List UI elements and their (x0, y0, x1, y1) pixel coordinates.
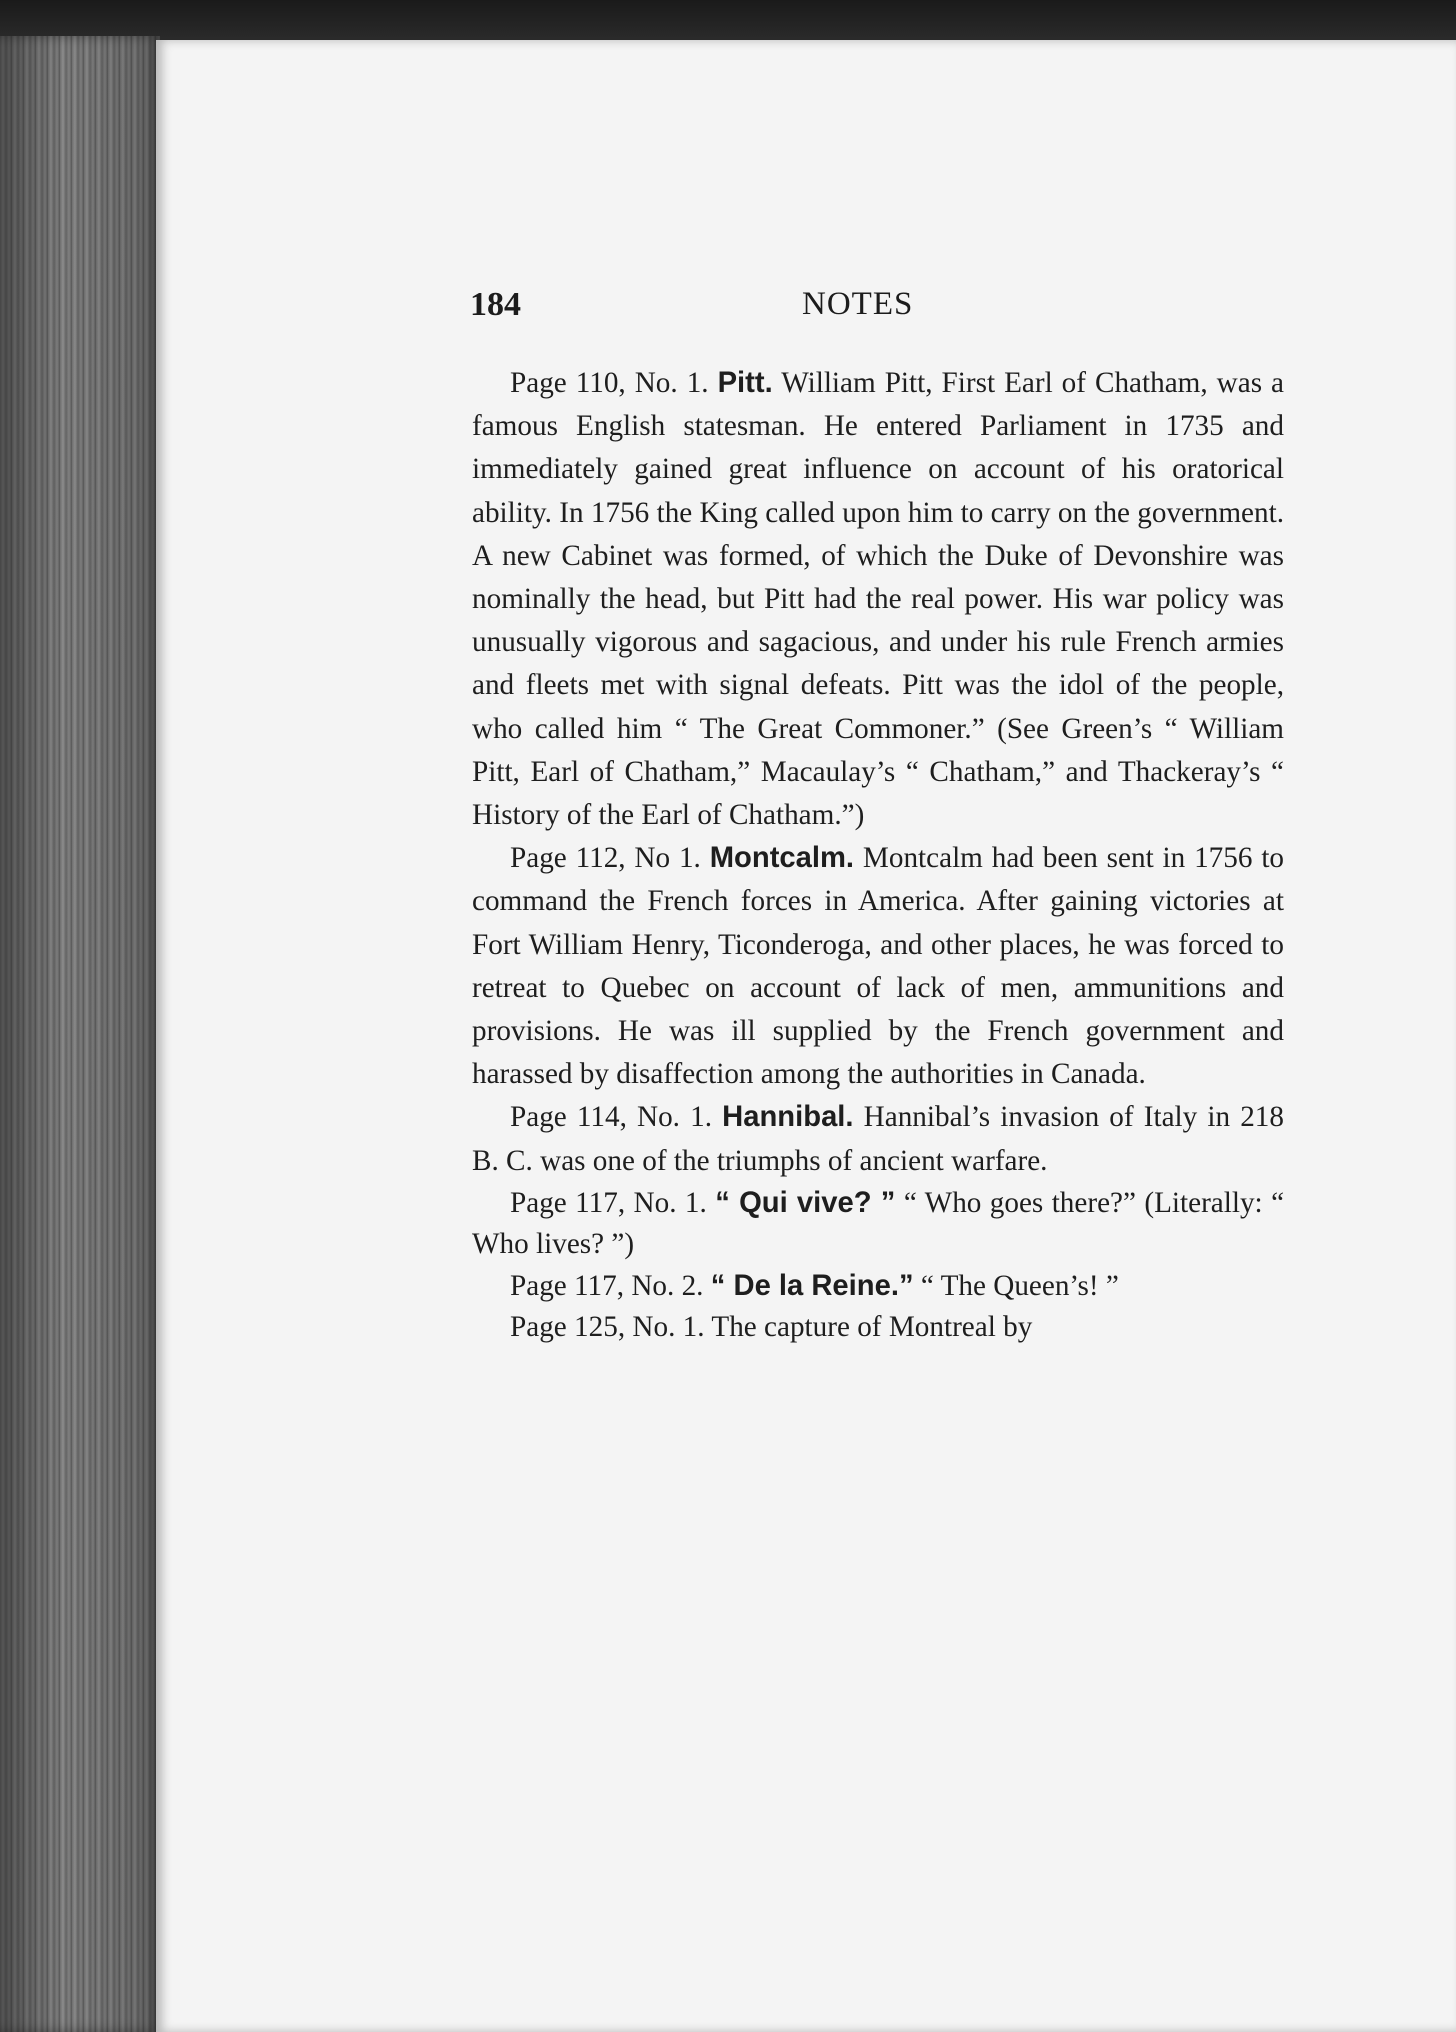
book-page-edges (0, 36, 160, 2032)
note-montcalm (472, 837, 1284, 1096)
scan-top-shadow (0, 0, 1456, 44)
note-hannibal (472, 1096, 1284, 1182)
note-heading: Hannibal. (722, 1101, 854, 1134)
notes-body (472, 362, 1284, 1349)
note-text: William Pitt, First Earl of Chatham, was a famous English statesman. He entered Parliament in 1735 and immediately gained great influence on account of his oratorical ability. In 1756 the King called upon him to carry on the government. A new Cabinet was formed, of which the Duke of Devonshire was nominally the head, but Pitt had the real power. His war policy was unusually vigorous and sagacious, and under his rule French armies and fleets met with signal defeats. Pitt was the idol of the people, who called him “ The Great Commoner.” (See Green’s “ William Pitt, Earl of Chatham,” Macaulay’s “ Chatham,” and Thackeray’s “ History of the Earl of Chatham.”) (472, 367, 1285, 832)
page-number: 184 (470, 286, 521, 323)
note-text: The capture of Montreal by (711, 1311, 1033, 1344)
note-qui-vive (472, 1183, 1284, 1266)
page-header (470, 286, 1290, 336)
note-text: Hannibal’s invasion of Italy in 218 B. C. was one of the triumphs of ancient warfare. (472, 1101, 1284, 1177)
note-heading: Montcalm. (709, 842, 855, 875)
note-heading: Pitt. (717, 367, 773, 399)
note-text: Montcalm had been sent in 1756 to command the French forces in America. After gaining victories at Fort William Henry, Ticonderoga, and other places, he was forced to retreat to Quebec on account of lack of men, ammunitions and provisions. He was ill supplied by the French government and harassed by disaffection among the authorities in Canada. (472, 842, 1285, 1091)
note-reference: Page 112, No 1. (510, 842, 701, 875)
note-heading: “ De la Reine.” (710, 1269, 914, 1302)
running-title: NOTES (802, 286, 914, 322)
note-reference: Page 117, No. 2. (510, 1269, 704, 1302)
note-heading: “ Qui vive? ” (715, 1186, 896, 1219)
note-pitt (472, 362, 1284, 837)
note-de-la-reine (472, 1266, 1284, 1308)
note-montreal (472, 1307, 1284, 1349)
note-text: “ Who goes there?” (Literally: “ Who lives? ”) (472, 1186, 1285, 1261)
note-reference: Page 117, No. 1. (510, 1186, 707, 1219)
note-reference: Page 125, No. 1. (510, 1311, 705, 1344)
note-reference: Page 110, No. 1. (510, 367, 709, 399)
note-reference: Page 114, No. 1. (510, 1101, 713, 1134)
note-text: “ The Queen’s! ” (920, 1269, 1119, 1302)
